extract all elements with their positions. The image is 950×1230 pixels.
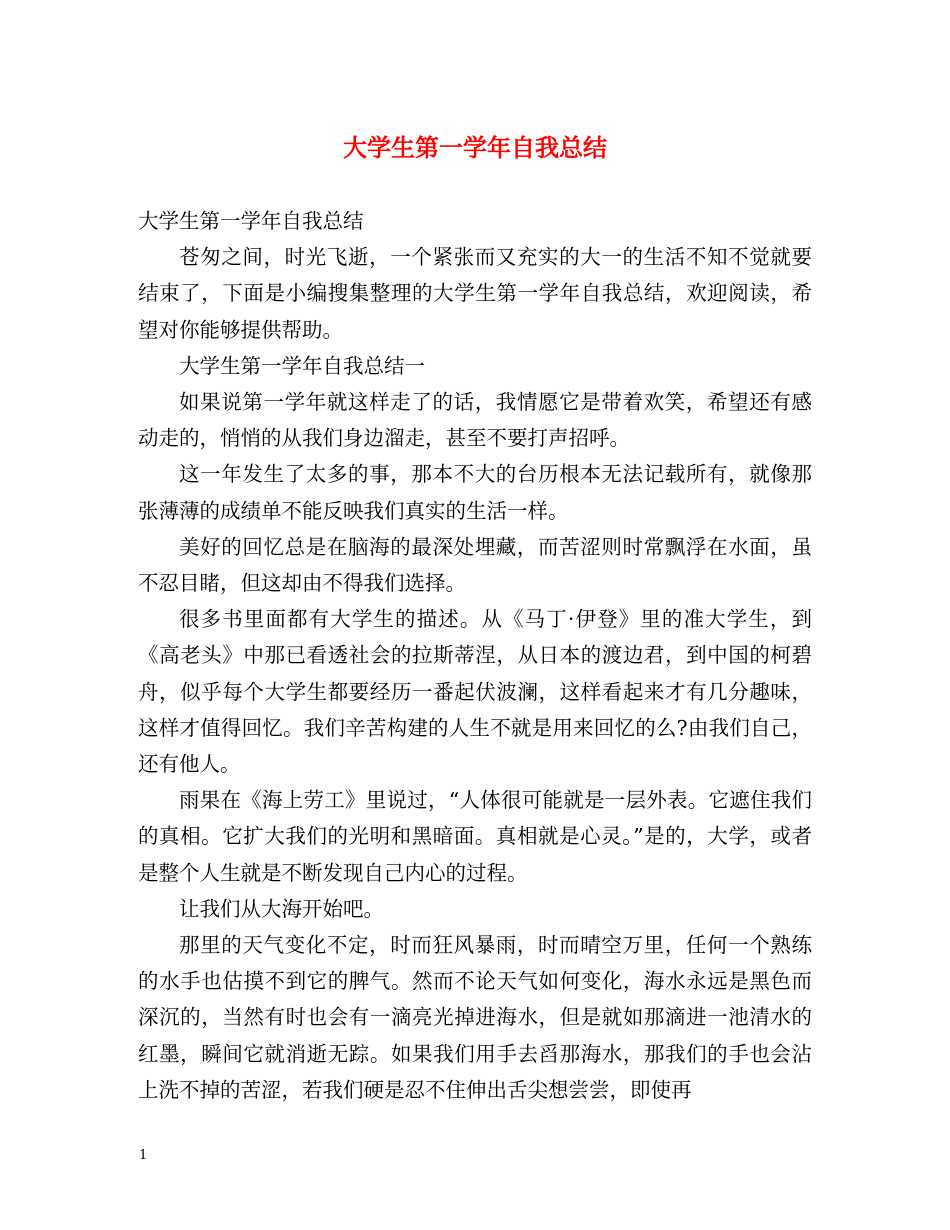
document-body [138, 203, 812, 1108]
body-paragraph: 美好的回忆总是在脑海的最深处埋藏，而苦涩则时常飘浮在水面，虽不忍目睹，但这却由不得我们选择。 [138, 534, 812, 596]
body-paragraph: 雨果在《海上劳工》里说过，“人体很可能就是一层外表。它遮住我们的真相。它扩大我们的光明和黑暗面。真相就是心灵。”是的，大学，或者是整个人生就是不断发现自己内心的过程。 [138, 788, 812, 885]
body-paragraph: 苍匆之间，时光飞逝，一个紧张而又充实的大一的生活不知不觉就要结束了，下面是小编搜集整理的大学生第一学年自我总结，欢迎阅读，希望对你能够提供帮助。 [138, 245, 812, 342]
body-paragraph: 让我们从大海开始吧。 [179, 896, 384, 921]
body-paragraph: 很多书里面都有大学生的描述。从《马丁·伊登》里的准大学生，到《高老头》中那已看透社会的拉斯蒂涅，从日本的渡边君，到中国的柯碧舟，似乎每个大学生都要经历一番起伏波澜，这样看起来才有几分趣味，这样才值得回忆。我们辛苦构建的人生不就是用来回忆的么?由我们自己，还有他人。 [138, 607, 812, 777]
subsection-heading: 大学生第一学年自我总结一 [179, 353, 425, 378]
body-paragraph: 如果说第一学年就这样走了的话，我情愿它是带着欢笑，希望还有感动走的，悄悄的从我们身边溜走，甚至不要打声招呼。 [138, 390, 812, 451]
body-paragraph: 那里的天气变化不定，时而狂风暴雨，时而晴空万里，任何一个熟练的水手也估摸不到它的脾气。然而不论天气如何变化，海水永远是黑色而深沉的，当然有时也会有一滴亮光掉进海水，但是就如那滴进一池清水的红墨，瞬间它就消逝无踪。如果我们用手去舀那海水，那我们的手也会沾上洗不掉的苦涩，若我们硬是忍不住伸出舌尖想尝尝，即使再 [138, 933, 812, 1102]
section-heading: 大学生第一学年自我总结 [138, 209, 364, 233]
page-number: 1 [139, 1148, 148, 1163]
body-paragraph: 这一年发生了太多的事，那本不大的台历根本无法记载所有，就像那张薄薄的成绩单不能反映我们真实的生活一样。 [138, 462, 812, 523]
document-title: 大学生第一学年自我总结 [343, 133, 607, 162]
